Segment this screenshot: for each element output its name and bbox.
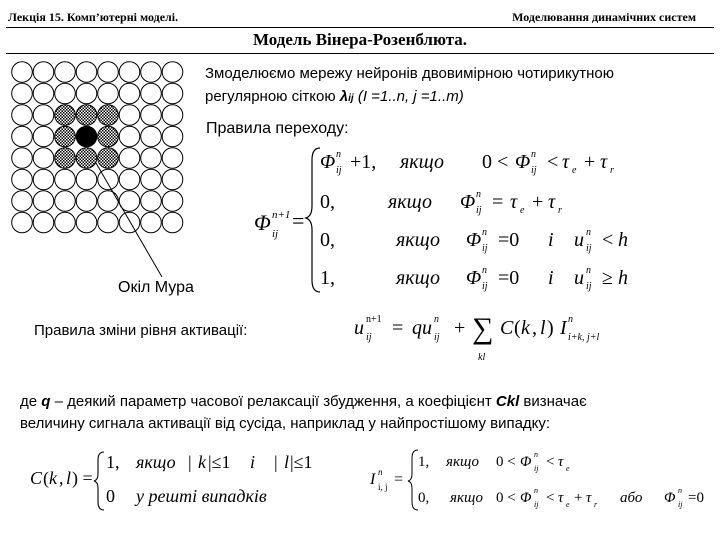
svg-text:e: e (566, 464, 570, 473)
svg-text:n: n (378, 467, 383, 477)
svg-text:Φ: Φ (520, 490, 532, 506)
svg-text:0,: 0, (320, 191, 335, 213)
if-word: якщо (446, 454, 479, 470)
svg-text:k: k (49, 468, 57, 488)
svg-text:u: u (574, 229, 584, 251)
description-text: де (20, 393, 42, 410)
svg-text:+1,: +1, (350, 151, 377, 173)
svg-text:Φ: Φ (520, 454, 532, 470)
svg-text:ij: ij (272, 228, 279, 240)
svg-text:Φ: Φ (515, 151, 531, 173)
svg-text:0 <: 0 < (496, 454, 516, 470)
svg-text:=: = (292, 208, 305, 233)
svg-text:<: < (546, 490, 555, 506)
svg-text:0: 0 (106, 486, 115, 506)
lattice-cell (141, 62, 162, 83)
transition-heading: Правила переходу: (206, 120, 349, 137)
page-title: Модель Вінера-Розенблюта. (252, 30, 468, 49)
lattice-cell (98, 169, 119, 190)
svg-text:|: | (274, 452, 278, 472)
lattice-cell (12, 126, 33, 147)
svg-text:n: n (534, 486, 538, 495)
lattice-cell (76, 212, 97, 233)
svg-text:=: = (492, 191, 504, 213)
svg-text:,: , (532, 317, 537, 339)
lattice-cell (55, 191, 76, 212)
svg-text:τ: τ (562, 151, 570, 173)
index-range: (I =1..n, j =1..m) (353, 88, 464, 105)
neighbor-cell (55, 126, 76, 147)
lattice-cell (162, 169, 183, 190)
if-word: якщо (450, 490, 483, 506)
header-divider (6, 27, 714, 28)
lattice-cell (141, 212, 162, 233)
svg-text:τ: τ (558, 454, 564, 470)
lattice-cell (119, 126, 140, 147)
svg-text:u: u (354, 317, 364, 339)
description-text: визначає (519, 393, 587, 410)
otherwise-words: у решті випадків (136, 486, 267, 506)
rule-row-1 (320, 149, 614, 176)
lattice-diagram (0, 55, 240, 315)
lattice-cell (119, 169, 140, 190)
lattice-cell (33, 62, 54, 83)
lattice-cell (76, 62, 97, 83)
lattice-cell (12, 62, 33, 83)
svg-text:0,: 0, (320, 229, 335, 251)
and-word: і (250, 452, 256, 472)
svg-text:): ) (547, 317, 554, 339)
svg-text:ij: ij (534, 500, 539, 509)
svg-text:I: I (370, 471, 376, 488)
if-word: якщо (396, 229, 440, 251)
svg-text:Φ: Φ (466, 229, 482, 251)
lattice-cell (119, 212, 140, 233)
svg-text:0,: 0, (418, 490, 430, 506)
neighbor-cell (98, 105, 119, 126)
svg-text:ij: ij (534, 464, 539, 473)
phi-lhs (254, 208, 304, 240)
svg-text:,: , (59, 468, 64, 488)
svg-text:|: | (188, 452, 192, 472)
lattice-cell (33, 169, 54, 190)
q-symbol: q (41, 393, 51, 410)
svg-text:<: < (547, 151, 559, 173)
svg-text:+: + (574, 490, 583, 506)
svg-text:l: l (284, 452, 290, 472)
svg-text:u: u (574, 267, 584, 289)
svg-text:n: n (476, 189, 481, 200)
lattice-cell (98, 212, 119, 233)
lattice-cell (141, 169, 162, 190)
svg-text:r: r (558, 205, 562, 216)
svg-text:<: < (546, 454, 555, 470)
lattice-cell (33, 105, 54, 126)
svg-text:Φ: Φ (254, 210, 271, 235)
transition-formula (250, 140, 670, 300)
activation-formula (350, 300, 610, 370)
neighbor-cell (76, 105, 97, 126)
svg-text:n: n (434, 314, 439, 325)
lecture-label: Лекція 15. Комп’ютерні моделі. (8, 10, 179, 24)
lattice-cell (119, 148, 140, 169)
ckl-formula (28, 444, 348, 514)
svg-text:) =: ) = (72, 468, 93, 488)
svg-text:1,: 1, (418, 454, 430, 470)
svg-text:τ: τ (586, 490, 592, 506)
svg-text:τ: τ (558, 490, 564, 506)
activation-heading: Правила зміни рівня активації: (34, 322, 248, 339)
lattice-cell (98, 191, 119, 212)
lattice-cell (33, 148, 54, 169)
lattice-cell (141, 148, 162, 169)
lattice-cells (12, 62, 183, 233)
svg-text:qu: qu (412, 317, 432, 339)
lattice-cell (12, 191, 33, 212)
if-word: якщо (396, 267, 440, 289)
lattice-cell (98, 62, 119, 83)
svg-text:C: C (500, 317, 514, 339)
svg-text:ij: ij (434, 332, 440, 343)
lattice-cell (12, 148, 33, 169)
svg-text:r: r (594, 500, 598, 509)
svg-text:n: n (482, 227, 487, 238)
lattice-cell (141, 191, 162, 212)
center-cell (76, 126, 97, 147)
svg-text:0 <: 0 < (482, 151, 509, 173)
svg-text:1,: 1, (106, 452, 120, 472)
lattice-cell (55, 83, 76, 104)
if-word: якщо (388, 191, 432, 213)
svg-text:n+1: n+1 (272, 209, 291, 221)
lattice-cell (33, 83, 54, 104)
rule-row-4 (320, 265, 628, 292)
neighbor-cell (55, 105, 76, 126)
lattice-cell (76, 191, 97, 212)
svg-text:n+1: n+1 (366, 314, 382, 325)
svg-text:+: + (454, 317, 466, 339)
lattice-cell (162, 191, 183, 212)
description-line-1 (20, 391, 587, 413)
lattice-cell (12, 169, 33, 190)
svg-text:ij: ij (336, 165, 342, 176)
lattice-cell (119, 105, 140, 126)
lattice-cell (55, 212, 76, 233)
svg-text:n: n (336, 149, 341, 160)
svg-text:i+k, j+l: i+k, j+l (568, 332, 600, 343)
lattice-cell (162, 105, 183, 126)
svg-text:i, j: i, j (378, 482, 388, 492)
or-word: або (620, 490, 643, 506)
lattice-cell (162, 62, 183, 83)
svg-text:e: e (520, 205, 525, 216)
svg-text:=0: =0 (498, 267, 520, 289)
if-word: якщо (136, 452, 176, 472)
lattice-cell (55, 62, 76, 83)
svg-text:Φ: Φ (664, 490, 676, 506)
if-word: якщо (400, 151, 444, 173)
svg-text:k: k (521, 317, 530, 339)
svg-text:h: h (618, 229, 628, 251)
lattice-cell (33, 212, 54, 233)
neighbor-cell (76, 148, 97, 169)
svg-text:I: I (560, 317, 567, 339)
lattice-cell (12, 83, 33, 104)
svg-text:n: n (586, 265, 591, 276)
svg-text:|≤1: |≤1 (208, 452, 231, 472)
svg-text:=: = (394, 471, 404, 488)
svg-text:kl: kl (478, 352, 486, 363)
svg-text:|≤1: |≤1 (290, 452, 313, 472)
i-formula (366, 444, 716, 514)
svg-text:C: C (30, 468, 43, 488)
svg-text:(: ( (43, 468, 49, 488)
ckl-symbol: Ckl (495, 393, 520, 410)
svg-text:n: n (568, 314, 573, 325)
lattice-cell (141, 126, 162, 147)
lattice-cell (76, 83, 97, 104)
lattice-cell (33, 126, 54, 147)
lambda-subscript: ij (348, 93, 354, 104)
neighbor-cell (98, 126, 119, 147)
rule-row-3 (320, 227, 628, 254)
lattice-cell (119, 62, 140, 83)
lattice-cell (141, 83, 162, 104)
svg-text:ij: ij (476, 205, 482, 216)
svg-text:∑: ∑ (472, 312, 494, 345)
neighbor-cell (98, 148, 119, 169)
and-word: і (548, 267, 554, 289)
svg-text:k: k (198, 452, 206, 472)
svg-text:e: e (572, 165, 577, 176)
brace (408, 450, 418, 510)
svg-text:=0: =0 (688, 490, 704, 506)
svg-text:(: ( (514, 317, 521, 339)
intro-line-2 (205, 86, 464, 110)
lambda-symbol: λ (339, 88, 349, 105)
svg-text:Φ: Φ (466, 267, 482, 289)
brace (306, 148, 320, 292)
svg-text:0 <: 0 < (496, 490, 516, 506)
lattice-cell (162, 83, 183, 104)
svg-text:≥: ≥ (602, 267, 613, 289)
intro-text: регулярною сіткою (205, 88, 340, 105)
svg-text:n: n (586, 227, 591, 238)
svg-text:h: h (618, 267, 628, 289)
svg-text:τ: τ (510, 191, 518, 213)
lattice-cell (12, 105, 33, 126)
svg-text:=: = (392, 317, 404, 339)
svg-text:l: l (66, 468, 72, 488)
svg-text:+: + (584, 151, 596, 173)
lattice-cell (162, 212, 183, 233)
svg-text:1,: 1, (320, 267, 335, 289)
svg-text:ij: ij (586, 243, 592, 254)
svg-text:r: r (610, 165, 614, 176)
topic-label: Моделювання динамічних систем (512, 10, 696, 24)
description-line-2: величину сигнала активації від сусіда, наприклад у найпростішому випадку: (20, 415, 551, 432)
lattice-cell (33, 191, 54, 212)
svg-text:ij: ij (678, 500, 683, 509)
rule-row-2 (320, 189, 562, 216)
svg-text:n: n (482, 265, 487, 276)
svg-text:ij: ij (482, 243, 488, 254)
lattice-cell (162, 148, 183, 169)
moore-neighborhood-label: Окіл Мура (118, 279, 194, 296)
svg-text:e: e (566, 500, 570, 509)
svg-text:n: n (678, 486, 682, 495)
neighbor-cell (55, 148, 76, 169)
description-text: – деякий параметр часової релаксації збудження, а коефіцієнт (50, 393, 496, 410)
lattice-cell (12, 212, 33, 233)
svg-text:τ: τ (548, 191, 556, 213)
lattice-cell (119, 83, 140, 104)
lattice-cell (162, 126, 183, 147)
svg-text:ij: ij (586, 281, 592, 292)
svg-text:l: l (540, 317, 546, 339)
intro-line-1: Змоделюємо мережу нейронів двовимірною чотирикутною (205, 65, 614, 82)
lattice-cell (76, 169, 97, 190)
brace (94, 452, 104, 510)
svg-text:Φ: Φ (460, 191, 476, 213)
lattice-cell (98, 83, 119, 104)
svg-text:+: + (532, 191, 544, 213)
lattice-cell (55, 169, 76, 190)
svg-text:=0: =0 (498, 229, 520, 251)
svg-text:ij: ij (366, 332, 372, 343)
lattice-cell (141, 105, 162, 126)
svg-text:ij: ij (482, 281, 488, 292)
svg-text:n: n (531, 149, 536, 160)
svg-text:τ: τ (600, 151, 608, 173)
svg-text:Φ: Φ (320, 151, 336, 173)
title-divider (6, 53, 714, 54)
svg-text:ij: ij (531, 165, 537, 176)
svg-text:n: n (534, 450, 538, 459)
svg-text:<: < (602, 229, 614, 251)
and-word: і (548, 229, 554, 251)
